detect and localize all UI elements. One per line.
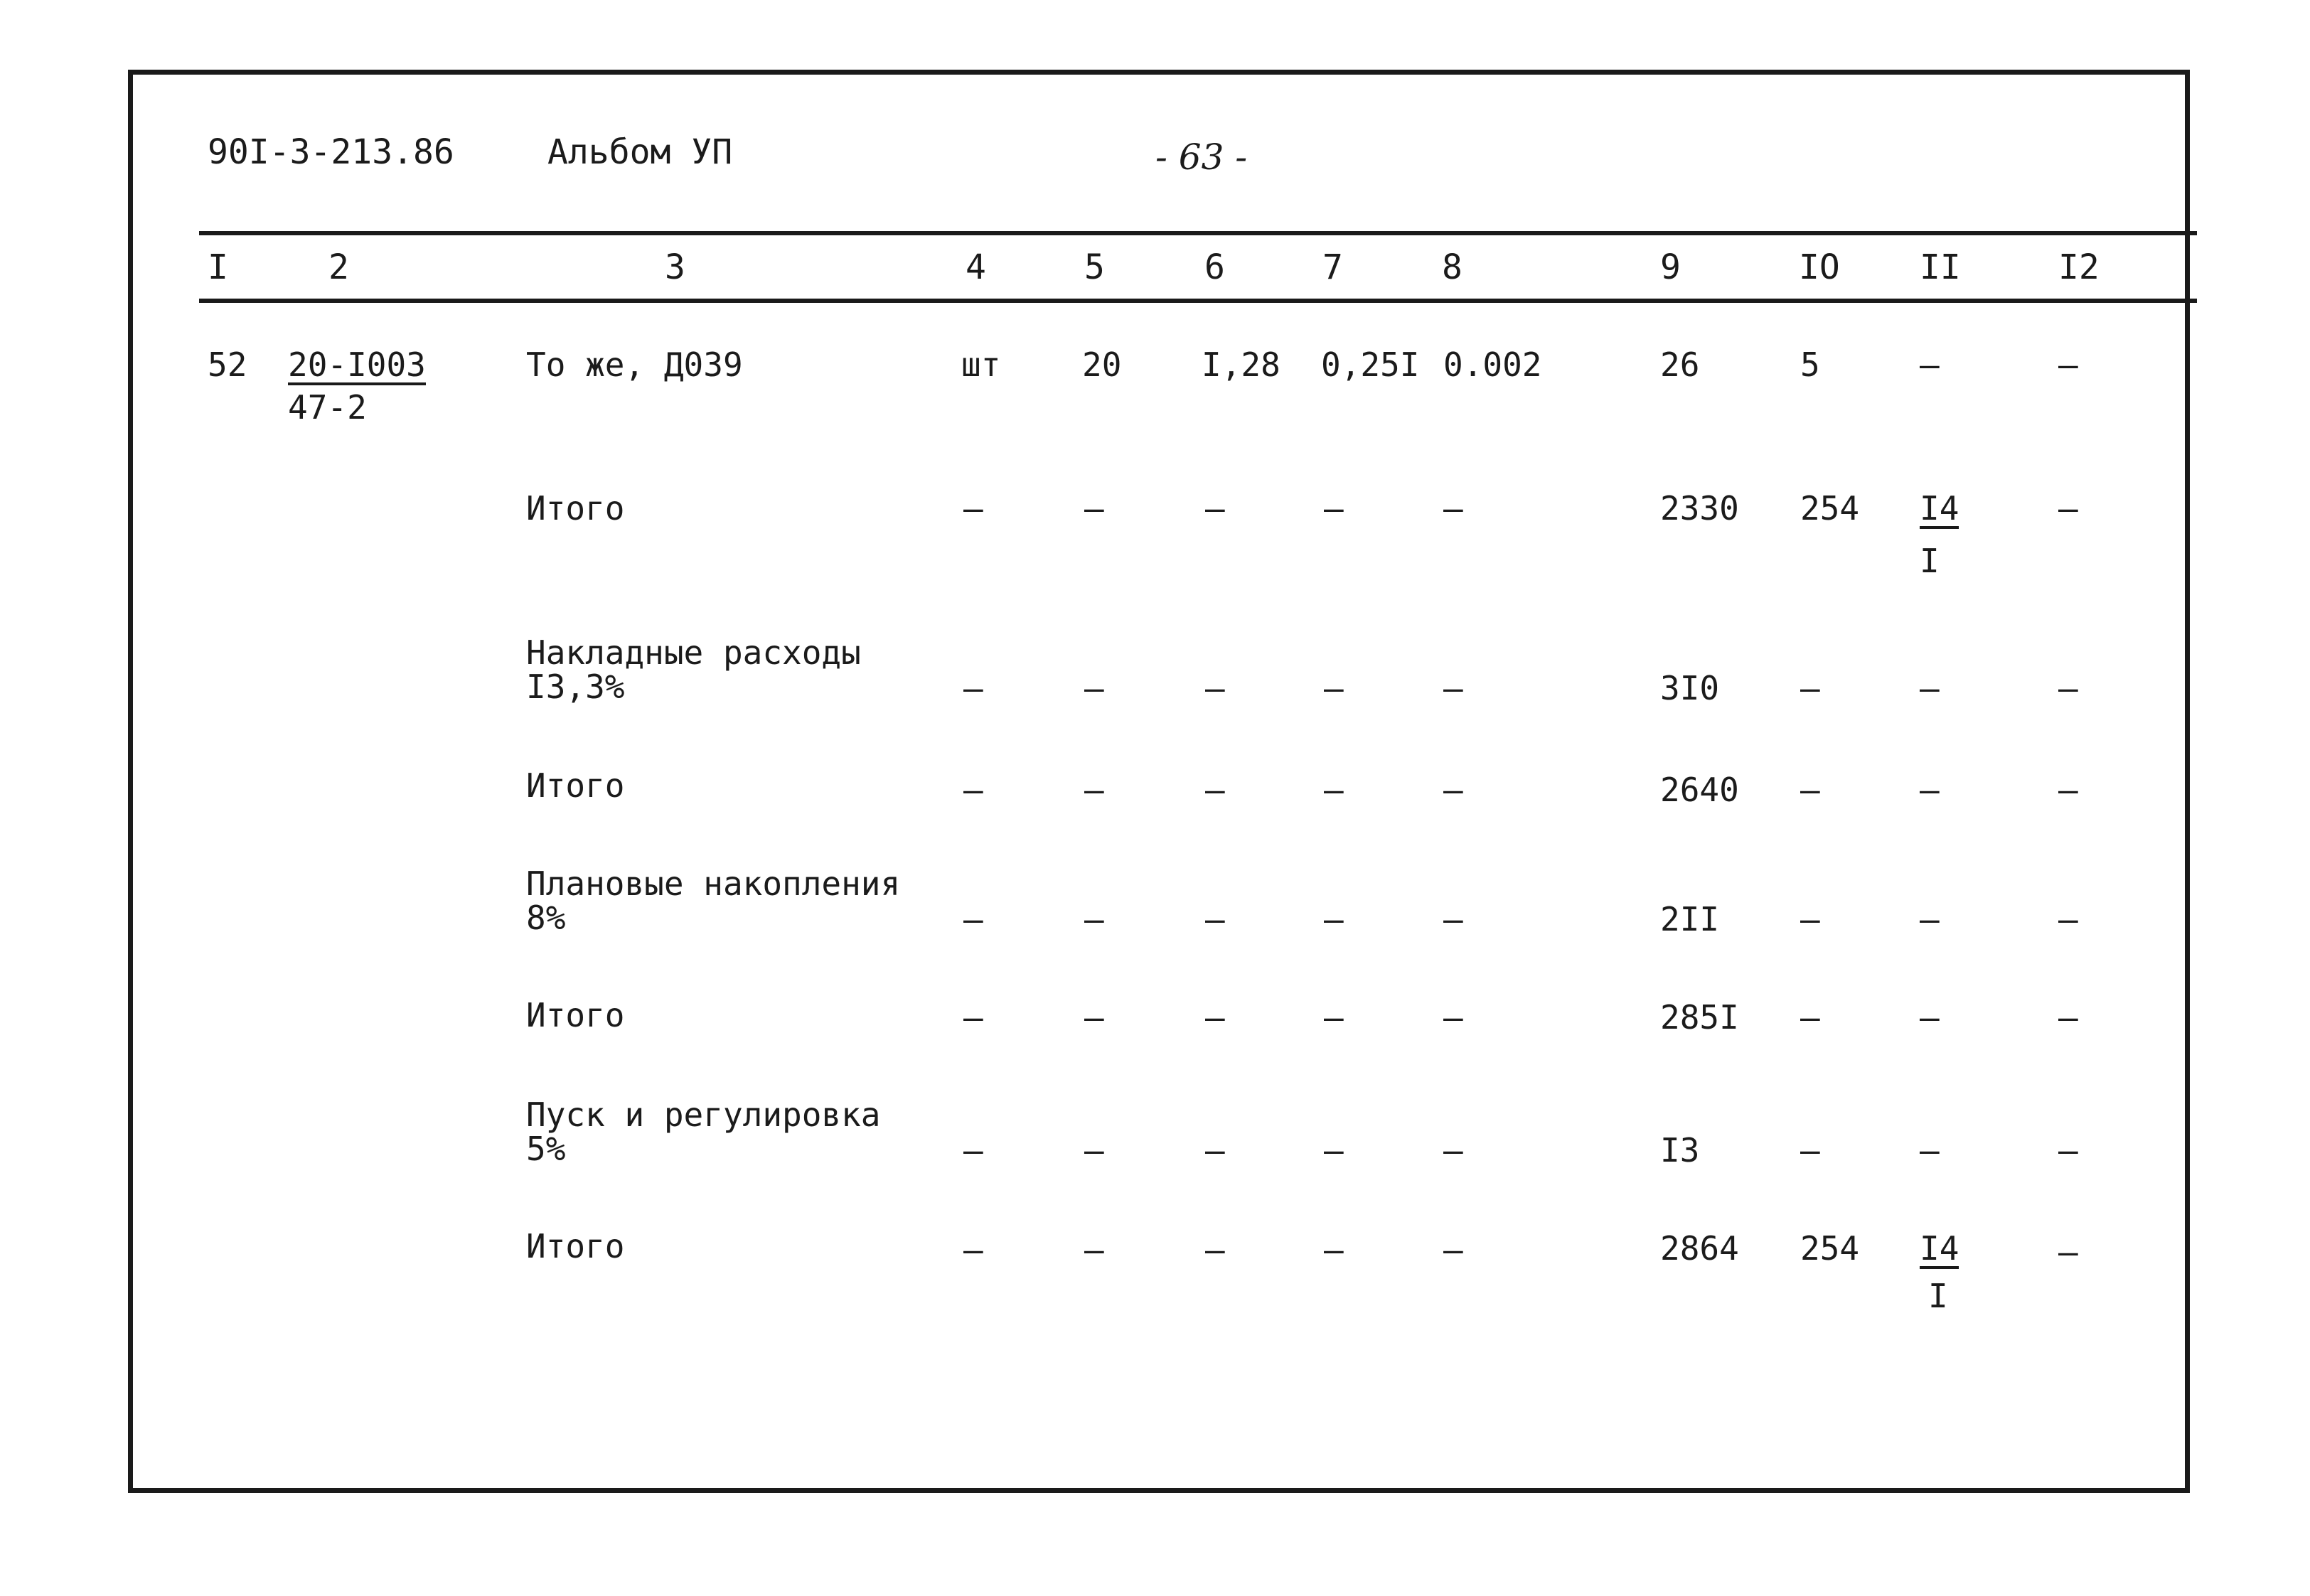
table-header-rule xyxy=(199,299,2197,303)
col7-value: – xyxy=(1324,489,1344,527)
col-header-3: 3 xyxy=(665,247,685,287)
col4-value: – xyxy=(963,998,983,1037)
col10-value: 254 xyxy=(1800,489,1860,527)
col9-value: I3 xyxy=(1660,1131,1700,1169)
col-header-10: IO xyxy=(1799,247,1840,287)
col10-value: – xyxy=(1800,669,1820,707)
col5-value: – xyxy=(1084,998,1104,1037)
col12-value: – xyxy=(2058,346,2078,384)
col12-value: – xyxy=(2058,771,2078,809)
item-name: То же, Д039 xyxy=(526,346,743,384)
col5-value: – xyxy=(1084,489,1104,527)
planned-savings-label: Плановые накопления xyxy=(526,864,901,903)
col6-value: I,28 xyxy=(1202,346,1280,384)
col9-value: 285I xyxy=(1660,998,1739,1037)
col6-value: – xyxy=(1205,1131,1225,1169)
col8-value: – xyxy=(1443,998,1463,1037)
col8-value: – xyxy=(1443,1131,1463,1169)
col4-value: – xyxy=(963,669,983,707)
col-header-12: I2 xyxy=(2058,247,2100,287)
row-number: 52 xyxy=(208,346,247,384)
col8-value: – xyxy=(1443,669,1463,707)
quantity: 20 xyxy=(1082,346,1122,384)
col-header-9: 9 xyxy=(1660,247,1681,287)
col7-value: – xyxy=(1324,771,1344,809)
col9-value: 2330 xyxy=(1660,489,1739,527)
col6-value: – xyxy=(1205,489,1225,527)
col5-value: – xyxy=(1084,1231,1104,1269)
overhead-label: Накладные расходы xyxy=(526,633,861,672)
col-header-6: 6 xyxy=(1204,247,1225,287)
col8-value: 0.002 xyxy=(1443,346,1542,384)
unit: шт xyxy=(961,346,1001,384)
col10-value: – xyxy=(1800,900,1820,938)
col4-value: – xyxy=(963,489,983,527)
col8-value: – xyxy=(1443,771,1463,809)
col9-value: 2640 xyxy=(1660,771,1739,809)
col6-value: – xyxy=(1205,669,1225,707)
col9-value: 26 xyxy=(1660,346,1700,384)
col12-value: – xyxy=(2058,1233,2078,1271)
col7-value: – xyxy=(1324,1131,1344,1169)
col4-value: – xyxy=(963,1131,983,1169)
col6-value: – xyxy=(1205,998,1225,1037)
col6-value: – xyxy=(1205,771,1225,809)
col8-value: – xyxy=(1443,1231,1463,1269)
col8-value: – xyxy=(1443,489,1463,527)
col7-value: – xyxy=(1324,998,1344,1037)
col11-value: – xyxy=(1920,669,1940,707)
startup-label: Пуск и регулировка xyxy=(526,1096,881,1134)
col-header-8: 8 xyxy=(1442,247,1463,287)
col11-value: – xyxy=(1920,1131,1940,1169)
table-top-rule xyxy=(199,231,2197,235)
col9-value: 2864 xyxy=(1660,1229,1739,1268)
overhead-percent: I3,3% xyxy=(526,668,625,706)
subtotal-label: Итого xyxy=(526,489,625,527)
col12-value: – xyxy=(2058,900,2078,938)
startup-percent: 5% xyxy=(526,1130,566,1168)
col11-value-top: I4 xyxy=(1920,1229,1959,1268)
col6-value: – xyxy=(1205,900,1225,938)
subtotal-label: Итого xyxy=(526,766,625,805)
price-code: 20-I003 xyxy=(288,346,426,384)
col5-value: – xyxy=(1084,771,1104,809)
col-header-4: 4 xyxy=(966,247,986,287)
col7-value: – xyxy=(1324,900,1344,938)
col4-value: – xyxy=(963,771,983,809)
col10-value: – xyxy=(1800,998,1820,1037)
col7-value: – xyxy=(1324,1231,1344,1269)
col11-value: – xyxy=(1920,346,1940,384)
subtotal-label: Итого xyxy=(526,996,625,1034)
col12-value: – xyxy=(2058,998,2078,1037)
col11-value-bottom: I xyxy=(1928,1277,1948,1315)
col11-value: – xyxy=(1920,998,1940,1037)
col11-value-bottom: I xyxy=(1920,542,1940,580)
col-header-7: 7 xyxy=(1322,247,1343,287)
col11-value: – xyxy=(1920,900,1940,938)
col-header-5: 5 xyxy=(1084,247,1105,287)
col11-value-top: I4 xyxy=(1920,489,1959,527)
col8-value: – xyxy=(1443,900,1463,938)
col-header-2: 2 xyxy=(328,247,349,287)
col5-value: – xyxy=(1084,669,1104,707)
document-number: 90I-3-213.86 xyxy=(208,132,454,172)
col-header-1: I xyxy=(208,247,228,287)
total-label: Итого xyxy=(526,1227,625,1265)
col4-value: – xyxy=(963,900,983,938)
album-label: Альбом УП xyxy=(547,132,733,172)
page-frame xyxy=(128,70,2190,1493)
col11-value: – xyxy=(1920,771,1940,809)
col12-value: – xyxy=(2058,1131,2078,1169)
planned-savings-percent: 8% xyxy=(526,899,566,937)
col7-value: – xyxy=(1324,669,1344,707)
col-header-11: II xyxy=(1920,247,1961,287)
col10-value: 254 xyxy=(1800,1229,1860,1268)
price-code-sub: 47-2 xyxy=(288,388,367,427)
col9-value: 3I0 xyxy=(1660,669,1720,707)
page-number: - 63 - xyxy=(1155,136,1248,178)
col10-value: – xyxy=(1800,771,1820,809)
col6-value: – xyxy=(1205,1231,1225,1269)
col10-value: – xyxy=(1800,1131,1820,1169)
col4-value: – xyxy=(963,1231,983,1269)
col7-value: 0,25I xyxy=(1321,346,1420,384)
col12-value: – xyxy=(2058,489,2078,527)
col10-value: 5 xyxy=(1800,346,1820,384)
col5-value: – xyxy=(1084,1131,1104,1169)
col9-value: 2II xyxy=(1660,900,1720,938)
col12-value: – xyxy=(2058,669,2078,707)
col5-value: – xyxy=(1084,900,1104,938)
